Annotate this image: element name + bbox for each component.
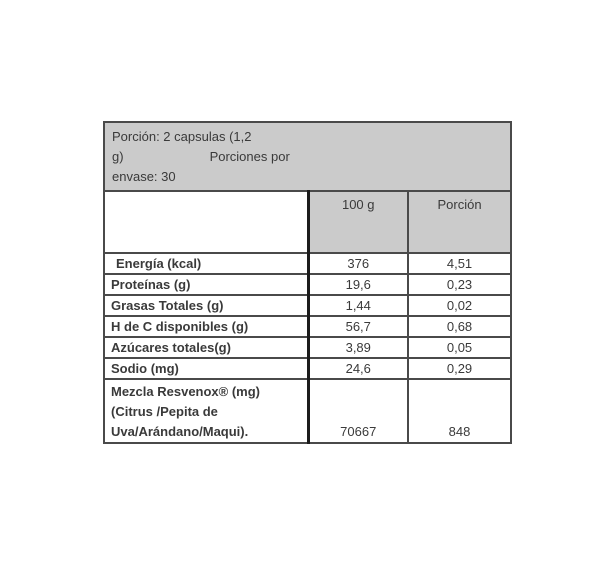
table-row-sodio (104, 358, 511, 379)
row-label: H de C disponibles (g) (104, 316, 308, 337)
row-label: Azúcares totales(g) (104, 337, 308, 358)
serving-size-line: Porción: 2 capsulas (1,2 (112, 129, 252, 144)
row-value-100g: 56,7 (308, 316, 408, 337)
column-header-porcion: Porción (408, 191, 511, 253)
column-header-row (104, 191, 511, 253)
mezcla-value-100g: 70667 (308, 379, 408, 443)
table-row-grasas (104, 295, 511, 316)
serving-size-continuation: g) (112, 149, 124, 164)
empty-header-cell (104, 191, 308, 253)
table-row-energia (104, 253, 511, 274)
serving-info-cell (104, 122, 511, 191)
row-value-porcion: 4,51 (408, 253, 511, 274)
row-label: Energía (kcal) (104, 253, 308, 274)
table-row-proteinas (104, 274, 511, 295)
column-header-100g: 100 g (308, 191, 408, 253)
row-value-porcion: 0,68 (408, 316, 511, 337)
row-value-100g: 3,89 (308, 337, 408, 358)
row-label: Grasas Totales (g) (104, 295, 308, 316)
nutrition-facts-table (103, 121, 512, 444)
row-value-100g: 19,6 (308, 274, 408, 295)
row-label: Proteínas (g) (104, 274, 308, 295)
table-row-mezcla (104, 379, 511, 443)
servings-per-line (112, 147, 504, 167)
mezcla-row-label (104, 379, 308, 443)
row-value-porcion: 0,05 (408, 337, 511, 358)
envase-count-line: envase: 30 (112, 169, 176, 184)
table-row-azucares (104, 337, 511, 358)
row-value-porcion: 0,23 (408, 274, 511, 295)
table-row-hdec (104, 316, 511, 337)
row-label: Sodio (mg) (104, 358, 308, 379)
mezcla-label-line1: Mezcla Resvenox® (mg) (111, 384, 261, 399)
mezcla-value-porcion: 848 (408, 379, 511, 443)
row-value-100g: 376 (308, 253, 408, 274)
row-value-porcion: 0,29 (408, 358, 511, 379)
row-value-porcion: 0,02 (408, 295, 511, 316)
serving-info-row (104, 122, 511, 191)
servings-per-label: Porciones por (209, 149, 290, 164)
mezcla-label-line3: Uva/Arándano/Maqui). (111, 424, 249, 439)
mezcla-label-line2: (Citrus /Pepita de (111, 404, 218, 419)
row-value-100g: 1,44 (308, 295, 408, 316)
row-value-100g: 24,6 (308, 358, 408, 379)
